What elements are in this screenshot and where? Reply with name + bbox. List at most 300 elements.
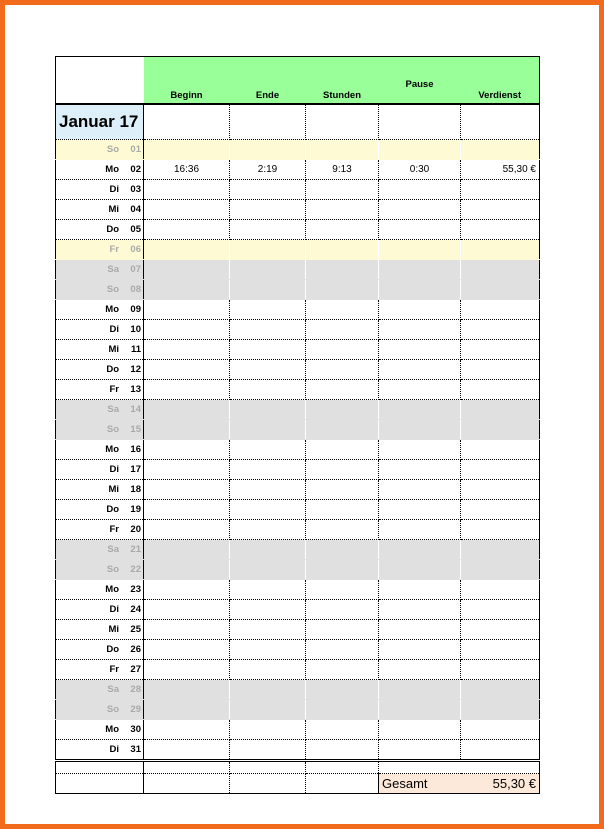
day-number: 18 xyxy=(130,484,141,495)
cell-ende[interactable] xyxy=(230,320,306,340)
day-number: 26 xyxy=(130,644,141,655)
cell-stunden[interactable] xyxy=(306,560,379,580)
day-label xyxy=(56,740,144,761)
cell-beginn[interactable] xyxy=(144,660,230,680)
cell-ende[interactable] xyxy=(230,740,306,761)
cell-ende[interactable] xyxy=(230,580,306,600)
cell-ende[interactable] xyxy=(230,720,306,740)
cell-ende[interactable] xyxy=(230,220,306,240)
day-label xyxy=(56,660,144,680)
cell-verdienst[interactable] xyxy=(461,660,540,680)
cell-beginn[interactable] xyxy=(144,240,230,260)
table-row xyxy=(56,240,540,260)
cell-ende[interactable] xyxy=(230,380,306,400)
cell-pause[interactable] xyxy=(379,700,461,720)
day-number: 01 xyxy=(130,144,141,155)
cell-ende[interactable] xyxy=(230,480,306,500)
cell-beginn[interactable] xyxy=(144,440,230,460)
cell-stunden[interactable] xyxy=(306,280,379,300)
footer-cell xyxy=(56,774,144,794)
cell-beginn[interactable] xyxy=(144,580,230,600)
cell-pause[interactable] xyxy=(379,180,461,200)
cell-stunden[interactable] xyxy=(306,600,379,620)
cell-beginn[interactable] xyxy=(144,360,230,380)
weekday: Sa xyxy=(107,684,119,695)
weekday: Fr xyxy=(109,244,119,255)
header-ende: Ende xyxy=(230,57,306,105)
cell-stunden[interactable] xyxy=(306,140,379,160)
table-row xyxy=(56,260,540,280)
table-row xyxy=(56,320,540,340)
weekday: Mo xyxy=(105,444,119,455)
day-label xyxy=(56,260,144,280)
cell-verdienst[interactable] xyxy=(461,680,540,700)
cell-stunden[interactable] xyxy=(306,680,379,700)
cell-ende[interactable] xyxy=(230,540,306,560)
day-number: 12 xyxy=(130,364,141,375)
cell-verdienst[interactable] xyxy=(461,320,540,340)
day-number: 25 xyxy=(130,624,141,635)
month-cell[interactable] xyxy=(461,104,540,140)
day-number: 24 xyxy=(130,604,141,615)
cell-pause[interactable] xyxy=(379,360,461,380)
day-number: 06 xyxy=(130,244,141,255)
cell-stunden[interactable] xyxy=(306,520,379,540)
weekday: Sa xyxy=(107,264,119,275)
cell-ende[interactable] xyxy=(230,700,306,720)
day-number: 11 xyxy=(130,344,141,355)
day-number: 22 xyxy=(130,564,141,575)
cell-stunden[interactable] xyxy=(306,740,379,761)
cell-ende[interactable] xyxy=(230,420,306,440)
table-row xyxy=(56,700,540,720)
cell-pause[interactable] xyxy=(379,420,461,440)
day-number: 09 xyxy=(130,304,141,315)
day-label xyxy=(56,180,144,200)
table-row xyxy=(56,460,540,480)
cell-ende[interactable] xyxy=(230,200,306,220)
cell-ende[interactable]: 2:19 xyxy=(230,160,306,180)
cell-ende[interactable] xyxy=(230,180,306,200)
cell-pause[interactable] xyxy=(379,640,461,660)
timesheet-table xyxy=(55,56,540,794)
cell-verdienst[interactable] xyxy=(461,420,540,440)
cell-verdienst[interactable] xyxy=(461,600,540,620)
cell-beginn[interactable] xyxy=(144,260,230,280)
day-number: 08 xyxy=(130,284,141,295)
cell-pause[interactable] xyxy=(379,200,461,220)
weekday: So xyxy=(106,424,119,435)
day-number: 10 xyxy=(130,324,141,335)
cell-pause[interactable] xyxy=(379,500,461,520)
cell-stunden[interactable] xyxy=(306,220,379,240)
cell-beginn[interactable]: 16:36 xyxy=(144,160,230,180)
cell-pause[interactable] xyxy=(379,460,461,480)
cell-pause[interactable] xyxy=(379,220,461,240)
weekday: Mo xyxy=(105,164,119,175)
weekday: Mi xyxy=(108,204,119,215)
cell-pause[interactable] xyxy=(379,260,461,280)
cell-pause[interactable] xyxy=(379,560,461,580)
weekday: Mi xyxy=(108,344,119,355)
cell-beginn[interactable] xyxy=(144,140,230,160)
month-cell[interactable] xyxy=(379,104,461,140)
day-label xyxy=(56,540,144,560)
cell-pause[interactable] xyxy=(379,140,461,160)
weekday: Mo xyxy=(105,584,119,595)
cell-beginn[interactable] xyxy=(144,520,230,540)
cell-ende[interactable] xyxy=(230,520,306,540)
day-number: 14 xyxy=(130,404,141,415)
total-row xyxy=(56,774,540,794)
day-label xyxy=(56,300,144,320)
cell-beginn[interactable] xyxy=(144,400,230,420)
cell-ende[interactable] xyxy=(230,560,306,580)
day-label xyxy=(56,340,144,360)
cell-stunden[interactable] xyxy=(306,720,379,740)
footer-cell xyxy=(56,761,144,774)
day-number: 04 xyxy=(130,204,141,215)
weekday: Di xyxy=(109,184,119,195)
weekday: Do xyxy=(106,504,119,515)
cell-ende[interactable] xyxy=(230,660,306,680)
cell-stunden[interactable] xyxy=(306,480,379,500)
cell-verdienst[interactable] xyxy=(461,640,540,660)
cell-verdienst[interactable] xyxy=(461,220,540,240)
day-label xyxy=(56,420,144,440)
cell-beginn[interactable] xyxy=(144,300,230,320)
day-label xyxy=(56,220,144,240)
table-row xyxy=(56,500,540,520)
cell-verdienst[interactable] xyxy=(461,480,540,500)
cell-ende[interactable] xyxy=(230,640,306,660)
cell-ende[interactable] xyxy=(230,340,306,360)
table-row xyxy=(56,640,540,660)
cell-pause[interactable] xyxy=(379,300,461,320)
cell-ende[interactable] xyxy=(230,400,306,420)
day-number: 13 xyxy=(130,384,141,395)
table-row xyxy=(56,380,540,400)
weekday: Mi xyxy=(108,484,119,495)
cell-stunden[interactable] xyxy=(306,540,379,560)
weekday: So xyxy=(106,284,119,295)
cell-pause[interactable] xyxy=(379,720,461,740)
cell-beginn[interactable] xyxy=(144,380,230,400)
cell-ende[interactable] xyxy=(230,240,306,260)
cell-stunden[interactable] xyxy=(306,500,379,520)
cell-verdienst[interactable] xyxy=(461,380,540,400)
timesheet xyxy=(55,56,539,794)
cell-stunden[interactable]: 9:13 xyxy=(306,160,379,180)
total-label: Gesamt xyxy=(379,774,461,794)
cell-ende[interactable] xyxy=(230,460,306,480)
cell-verdienst[interactable] xyxy=(461,620,540,640)
day-number: 28 xyxy=(130,684,141,695)
table-row xyxy=(56,300,540,320)
cell-verdienst[interactable] xyxy=(461,200,540,220)
cell-beginn[interactable] xyxy=(144,200,230,220)
cell-stunden[interactable] xyxy=(306,440,379,460)
cell-pause[interactable] xyxy=(379,580,461,600)
weekday: Fr xyxy=(109,384,119,395)
cell-verdienst[interactable] xyxy=(461,280,540,300)
cell-beginn[interactable] xyxy=(144,460,230,480)
cell-pause[interactable] xyxy=(379,660,461,680)
cell-beginn[interactable] xyxy=(144,280,230,300)
cell-stunden[interactable] xyxy=(306,700,379,720)
day-label xyxy=(56,640,144,660)
cell-ende[interactable] xyxy=(230,280,306,300)
cell-stunden[interactable] xyxy=(306,420,379,440)
cell-beginn[interactable] xyxy=(144,640,230,660)
footer-cell xyxy=(306,774,379,794)
day-label xyxy=(56,580,144,600)
cell-pause[interactable] xyxy=(379,620,461,640)
cell-stunden[interactable] xyxy=(306,360,379,380)
table-row xyxy=(56,340,540,360)
cell-pause[interactable] xyxy=(379,240,461,260)
header-verdienst: Verdienst xyxy=(461,57,540,105)
cell-stunden[interactable] xyxy=(306,460,379,480)
cell-beginn[interactable] xyxy=(144,700,230,720)
day-number: 23 xyxy=(130,584,141,595)
footer-cell xyxy=(379,761,461,774)
day-label xyxy=(56,700,144,720)
day-number: 15 xyxy=(130,424,141,435)
cell-verdienst[interactable] xyxy=(461,340,540,360)
cell-verdienst[interactable] xyxy=(461,140,540,160)
cell-beginn[interactable] xyxy=(144,220,230,240)
header-row xyxy=(56,57,540,105)
cell-beginn[interactable] xyxy=(144,500,230,520)
day-label xyxy=(56,240,144,260)
day-number: 30 xyxy=(130,724,141,735)
cell-ende[interactable] xyxy=(230,360,306,380)
day-label xyxy=(56,480,144,500)
cell-beginn[interactable] xyxy=(144,560,230,580)
cell-verdienst[interactable] xyxy=(461,440,540,460)
cell-beginn[interactable] xyxy=(144,340,230,360)
month-cell[interactable] xyxy=(230,104,306,140)
cell-ende[interactable] xyxy=(230,500,306,520)
cell-verdienst[interactable] xyxy=(461,740,540,761)
weekday: So xyxy=(106,704,119,715)
weekday: Fr xyxy=(109,524,119,535)
cell-beginn[interactable] xyxy=(144,680,230,700)
weekday: Fr xyxy=(109,664,119,675)
cell-verdienst[interactable] xyxy=(461,240,540,260)
cell-verdienst[interactable] xyxy=(461,500,540,520)
table-row xyxy=(56,600,540,620)
cell-beginn[interactable] xyxy=(144,320,230,340)
footer-cell xyxy=(144,761,230,774)
cell-verdienst[interactable] xyxy=(461,300,540,320)
weekday: Sa xyxy=(107,544,119,555)
cell-verdienst[interactable] xyxy=(461,700,540,720)
cell-stunden[interactable] xyxy=(306,640,379,660)
day-label xyxy=(56,440,144,460)
table-row xyxy=(56,200,540,220)
day-number: 17 xyxy=(130,464,141,475)
header-pause: Pause xyxy=(379,57,461,105)
day-label xyxy=(56,160,144,180)
cell-stunden[interactable] xyxy=(306,240,379,260)
weekday: Do xyxy=(106,224,119,235)
cell-stunden[interactable] xyxy=(306,400,379,420)
cell-beginn[interactable] xyxy=(144,540,230,560)
cell-beginn[interactable] xyxy=(144,740,230,761)
table-row xyxy=(56,480,540,500)
month-cell[interactable] xyxy=(306,104,379,140)
day-label xyxy=(56,460,144,480)
cell-verdienst[interactable] xyxy=(461,260,540,280)
cell-stunden[interactable] xyxy=(306,620,379,640)
table-row xyxy=(56,680,540,700)
cell-pause[interactable] xyxy=(379,340,461,360)
cell-verdienst[interactable] xyxy=(461,520,540,540)
cell-beginn[interactable] xyxy=(144,620,230,640)
day-number: 05 xyxy=(130,224,141,235)
table-row xyxy=(56,400,540,420)
table-row xyxy=(56,420,540,440)
day-label xyxy=(56,320,144,340)
cell-pause[interactable] xyxy=(379,740,461,761)
cell-verdienst[interactable] xyxy=(461,460,540,480)
cell-beginn[interactable] xyxy=(144,600,230,620)
day-label xyxy=(56,140,144,160)
cell-verdienst[interactable] xyxy=(461,560,540,580)
weekday: Do xyxy=(106,644,119,655)
weekday: Di xyxy=(109,604,119,615)
cell-pause[interactable] xyxy=(379,280,461,300)
header-beginn: Beginn xyxy=(144,57,230,105)
table-row xyxy=(56,720,540,740)
cell-pause[interactable] xyxy=(379,400,461,420)
weekday: Do xyxy=(106,364,119,375)
month-row xyxy=(56,104,540,140)
cell-stunden[interactable] xyxy=(306,580,379,600)
weekday: Di xyxy=(109,464,119,475)
cell-verdienst[interactable] xyxy=(461,540,540,560)
weekday: So xyxy=(106,564,119,575)
cell-pause[interactable] xyxy=(379,540,461,560)
cell-stunden[interactable] xyxy=(306,180,379,200)
cell-beginn[interactable] xyxy=(144,480,230,500)
footer-cell xyxy=(230,774,306,794)
weekday: Sa xyxy=(107,404,119,415)
table-row xyxy=(56,280,540,300)
cell-pause[interactable]: 0:30 xyxy=(379,160,461,180)
day-number: 19 xyxy=(130,504,141,515)
footer-spacer-row xyxy=(56,761,540,774)
weekday: Mo xyxy=(105,724,119,735)
cell-verdienst[interactable] xyxy=(461,180,540,200)
cell-stunden[interactable] xyxy=(306,380,379,400)
day-label xyxy=(56,720,144,740)
table-row xyxy=(56,560,540,580)
cell-ende[interactable] xyxy=(230,300,306,320)
cell-verdienst[interactable] xyxy=(461,720,540,740)
day-label xyxy=(56,560,144,580)
table-row xyxy=(56,740,540,761)
weekday: Di xyxy=(109,324,119,335)
table-row xyxy=(56,540,540,560)
cell-verdienst[interactable]: 55,30 € xyxy=(461,160,540,180)
total-value: 55,30 € xyxy=(461,774,540,794)
day-label xyxy=(56,520,144,540)
day-number: 03 xyxy=(130,184,141,195)
cell-ende[interactable] xyxy=(230,140,306,160)
table-row xyxy=(56,620,540,640)
day-number: 07 xyxy=(130,264,141,275)
cell-pause[interactable] xyxy=(379,380,461,400)
month-title: Januar 17 xyxy=(56,104,144,140)
day-label xyxy=(56,380,144,400)
header-stunden: Stunden xyxy=(306,57,379,105)
cell-verdienst[interactable] xyxy=(461,360,540,380)
day-label xyxy=(56,500,144,520)
day-label xyxy=(56,600,144,620)
cell-ende[interactable] xyxy=(230,620,306,640)
weekday: Mi xyxy=(108,624,119,635)
cell-pause[interactable] xyxy=(379,440,461,460)
day-label xyxy=(56,280,144,300)
cell-verdienst[interactable] xyxy=(461,400,540,420)
day-number: 29 xyxy=(130,704,141,715)
header-corner xyxy=(56,57,144,105)
cell-stunden[interactable] xyxy=(306,200,379,220)
day-label xyxy=(56,400,144,420)
day-label xyxy=(56,680,144,700)
cell-verdienst[interactable] xyxy=(461,580,540,600)
table-row xyxy=(56,660,540,680)
weekday: Di xyxy=(109,744,119,755)
cell-ende[interactable] xyxy=(230,680,306,700)
month-cell[interactable] xyxy=(144,104,230,140)
day-number: 02 xyxy=(130,164,141,175)
weekday: So xyxy=(106,144,119,155)
cell-beginn[interactable] xyxy=(144,720,230,740)
cell-stunden[interactable] xyxy=(306,340,379,360)
table-row xyxy=(56,140,540,160)
cell-beginn[interactable] xyxy=(144,180,230,200)
cell-stunden[interactable] xyxy=(306,300,379,320)
cell-stunden[interactable] xyxy=(306,320,379,340)
footer-cell xyxy=(230,761,306,774)
table-row xyxy=(56,180,540,200)
cell-ende[interactable] xyxy=(230,440,306,460)
cell-stunden[interactable] xyxy=(306,260,379,280)
cell-beginn[interactable] xyxy=(144,420,230,440)
day-number: 21 xyxy=(130,544,141,555)
cell-ende[interactable] xyxy=(230,600,306,620)
weekday: Mo xyxy=(105,304,119,315)
cell-stunden[interactable] xyxy=(306,660,379,680)
cell-pause[interactable] xyxy=(379,680,461,700)
table-row xyxy=(56,160,540,180)
table-row xyxy=(56,440,540,460)
day-number: 16 xyxy=(130,444,141,455)
cell-pause[interactable] xyxy=(379,520,461,540)
cell-pause[interactable] xyxy=(379,320,461,340)
cell-ende[interactable] xyxy=(230,260,306,280)
table-row xyxy=(56,580,540,600)
cell-pause[interactable] xyxy=(379,480,461,500)
day-label xyxy=(56,200,144,220)
day-label xyxy=(56,360,144,380)
cell-pause[interactable] xyxy=(379,600,461,620)
day-number: 31 xyxy=(130,744,141,755)
